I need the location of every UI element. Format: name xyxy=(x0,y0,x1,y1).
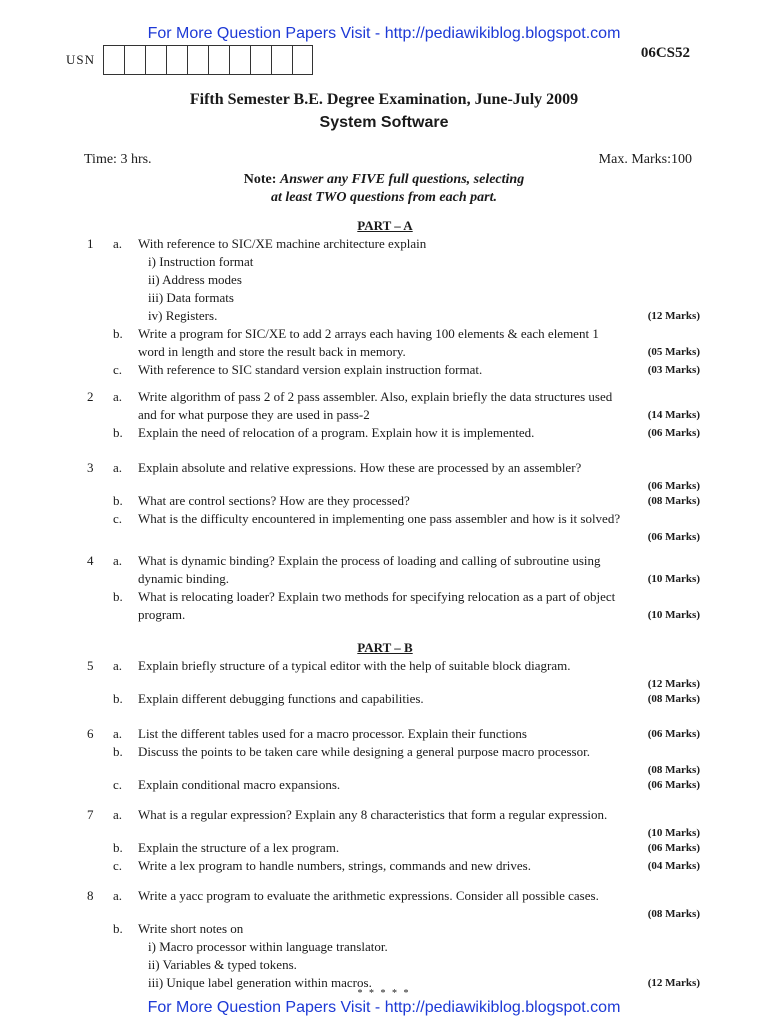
marks-label: (06 Marks) xyxy=(647,779,700,791)
marks-label: (08 Marks) xyxy=(647,908,700,920)
note-label: Note: xyxy=(243,172,277,187)
question-line xyxy=(0,388,768,406)
time-label: Time: 3 hrs. xyxy=(84,152,152,167)
question-line xyxy=(0,406,768,424)
marks-label: (10 Marks) xyxy=(647,609,700,621)
sub-item-text: ii) Variables & typed tokens. xyxy=(148,957,297,972)
usn-boxes xyxy=(103,45,313,75)
question-line xyxy=(0,289,768,307)
usn-digit-box xyxy=(208,45,229,75)
question-text: program. xyxy=(138,607,186,622)
question-text: Write short notes on xyxy=(138,921,244,936)
question-line xyxy=(0,343,768,361)
exam-title: Fifth Semester B.E. Degree Examination, June-July 2009 xyxy=(189,91,579,108)
sub-question-letter: b. xyxy=(113,691,123,706)
max-marks-label: Max. Marks:100 xyxy=(598,152,692,167)
sub-question-letter: a. xyxy=(113,658,123,673)
sub-question-letter: b. xyxy=(113,425,123,440)
note-line-1: Answer any FIVE full questions, selecting xyxy=(279,172,525,187)
question-line xyxy=(0,938,768,956)
marks-label: (10 Marks) xyxy=(647,827,700,839)
question-text: dynamic binding. xyxy=(138,571,229,586)
question-text: List the different tables used for a macro processor. Explain their functions xyxy=(138,726,527,741)
question-text: Write a lex program to handle numbers, strings, commands and new drives. xyxy=(138,858,531,873)
sub-question-letter: b. xyxy=(113,921,123,936)
question-line xyxy=(0,424,768,442)
question-line xyxy=(0,325,768,343)
question-line xyxy=(0,307,768,325)
question-text: With reference to SIC standard version explain instruction format. xyxy=(138,362,483,377)
note-line-2: at least TWO questions from each part. xyxy=(271,190,497,205)
usn-digit-box xyxy=(187,45,208,75)
usn-digit-box xyxy=(124,45,145,75)
sub-question-letter: a. xyxy=(113,553,123,568)
question-line xyxy=(0,459,768,477)
footer-banner: For More Question Papers Visit - http://pediawikiblog.blogspot.com xyxy=(147,999,621,1016)
sub-question-letter: b. xyxy=(113,589,123,604)
question-text: and for what purpose they are used in pass-2 xyxy=(138,407,370,422)
question-number: 7 xyxy=(87,807,94,822)
question-number: 4 xyxy=(87,553,94,568)
sub-item-text: iii) Unique label generation within macros. xyxy=(148,975,372,990)
sub-question-letter: c. xyxy=(113,858,123,873)
sub-question-letter: b. xyxy=(113,744,123,759)
question-text: Write a yacc program to evaluate the arithmetic expressions. Consider all possible cases. xyxy=(138,888,599,903)
question-text: Explain conditional macro expansions. xyxy=(138,777,341,792)
question-line xyxy=(0,588,768,606)
subject-code: 06CS52 xyxy=(640,45,690,61)
question-line xyxy=(0,570,768,588)
marks-label: (06 Marks) xyxy=(647,531,700,543)
sub-question-letter: a. xyxy=(113,888,123,903)
question-number: 6 xyxy=(87,726,94,741)
question-line xyxy=(0,690,768,708)
sub-question-letter: c. xyxy=(113,511,123,526)
marks-label: (14 Marks) xyxy=(647,409,700,421)
end-marker: * * * * * xyxy=(357,988,411,999)
question-number: 1 xyxy=(87,236,94,251)
subject-title: System Software xyxy=(319,114,449,131)
marks-label: (12 Marks) xyxy=(647,678,700,690)
part-a-heading: PART – A xyxy=(357,218,413,233)
sub-item-text: ii) Address modes xyxy=(148,272,242,287)
marks-label: (08 Marks) xyxy=(647,764,700,776)
marks-label: (06 Marks) xyxy=(647,728,700,740)
sub-question-letter: a. xyxy=(113,389,123,404)
sub-question-letter: b. xyxy=(113,493,123,508)
question-text: Explain different debugging functions and capabilities. xyxy=(138,691,424,706)
sub-question-letter: a. xyxy=(113,726,123,741)
question-text: word in length and store the result back in memory. xyxy=(138,344,406,359)
question-line xyxy=(0,235,768,253)
question-text: What is the difficulty encountered in implementing one pass assembler and how is it solved? xyxy=(138,511,621,526)
usn-digit-box xyxy=(103,45,124,75)
question-text: Write algorithm of pass 2 of 2 pass assembler. Also, explain briefly the data structures used xyxy=(138,389,613,404)
sub-question-letter: a. xyxy=(113,807,123,822)
question-line xyxy=(0,271,768,289)
usn-label: USN xyxy=(66,52,96,67)
marks-label: (06 Marks) xyxy=(647,427,700,439)
sub-item-text: iii) Data formats xyxy=(148,290,234,305)
question-text: Discuss the points to be taken care while designing a general purpose macro processor. xyxy=(138,744,590,759)
question-line xyxy=(0,361,768,379)
question-number: 3 xyxy=(87,460,94,475)
sub-item-text: i) Macro processor within language translator. xyxy=(148,939,388,954)
usn-digit-box xyxy=(166,45,187,75)
sub-question-letter: c. xyxy=(113,777,123,792)
usn-digit-box xyxy=(229,45,250,75)
sub-question-letter: b. xyxy=(113,326,123,341)
question-text: What is relocating loader? Explain two methods for specifying relocation as a part of object xyxy=(138,589,616,604)
question-line xyxy=(0,887,768,905)
question-number: 8 xyxy=(87,888,94,903)
question-text: Explain absolute and relative expressions. How these are processed by an assembler? xyxy=(138,460,582,475)
question-line xyxy=(0,776,768,794)
question-text: Explain the structure of a lex program. xyxy=(138,840,340,855)
question-line xyxy=(0,806,768,824)
question-line xyxy=(0,528,768,546)
marks-label: (04 Marks) xyxy=(647,860,700,872)
usn-digit-box xyxy=(250,45,271,75)
question-line xyxy=(0,657,768,675)
sub-question-letter: b. xyxy=(113,840,123,855)
question-text: With reference to SIC/XE machine architecture explain xyxy=(138,236,427,251)
part-b-heading: PART – B xyxy=(357,640,413,655)
question-text: What is dynamic binding? Explain the process of loading and calling of subroutine using xyxy=(138,553,601,568)
instructions-note xyxy=(0,171,768,207)
question-line xyxy=(0,725,768,743)
question-line xyxy=(0,857,768,875)
question-line xyxy=(0,510,768,528)
marks-label: (06 Marks) xyxy=(647,480,700,492)
question-text: Write a program for SIC/XE to add 2 arrays each having 100 elements & each element 1 xyxy=(138,326,599,341)
question-line xyxy=(0,492,768,510)
sub-question-letter: c. xyxy=(113,362,123,377)
question-text: What are control sections? How are they processed? xyxy=(138,493,410,508)
usn-digit-box xyxy=(292,45,313,75)
question-text: What is a regular expression? Explain any 8 characteristics that form a regular expression. xyxy=(138,807,608,822)
question-line xyxy=(0,552,768,570)
question-text: Explain the need of relocation of a program. Explain how it is implemented. xyxy=(138,425,535,440)
sub-item-text: iv) Registers. xyxy=(148,308,218,323)
question-line xyxy=(0,253,768,271)
question-line xyxy=(0,606,768,624)
marks-label: (12 Marks) xyxy=(647,977,700,989)
sub-question-letter: a. xyxy=(113,460,123,475)
usn-digit-box xyxy=(271,45,292,75)
question-line xyxy=(0,743,768,761)
marks-label: (06 Marks) xyxy=(647,842,700,854)
question-line xyxy=(0,839,768,857)
marks-label: (12 Marks) xyxy=(647,310,700,322)
usn-digit-box xyxy=(145,45,166,75)
question-number: 5 xyxy=(87,658,94,673)
question-number: 2 xyxy=(87,389,94,404)
marks-label: (03 Marks) xyxy=(647,364,700,376)
marks-label: (08 Marks) xyxy=(647,693,700,705)
sub-question-letter: a. xyxy=(113,236,123,251)
marks-label: (10 Marks) xyxy=(647,573,700,585)
question-line xyxy=(0,920,768,938)
header-banner: For More Question Papers Visit - http://pediawikiblog.blogspot.com xyxy=(147,25,621,42)
marks-label: (05 Marks) xyxy=(647,346,700,358)
question-line xyxy=(0,956,768,974)
question-text: Explain briefly structure of a typical editor with the help of suitable block diagram. xyxy=(138,658,571,673)
sub-item-text: i) Instruction format xyxy=(148,254,254,269)
marks-label: (08 Marks) xyxy=(647,495,700,507)
